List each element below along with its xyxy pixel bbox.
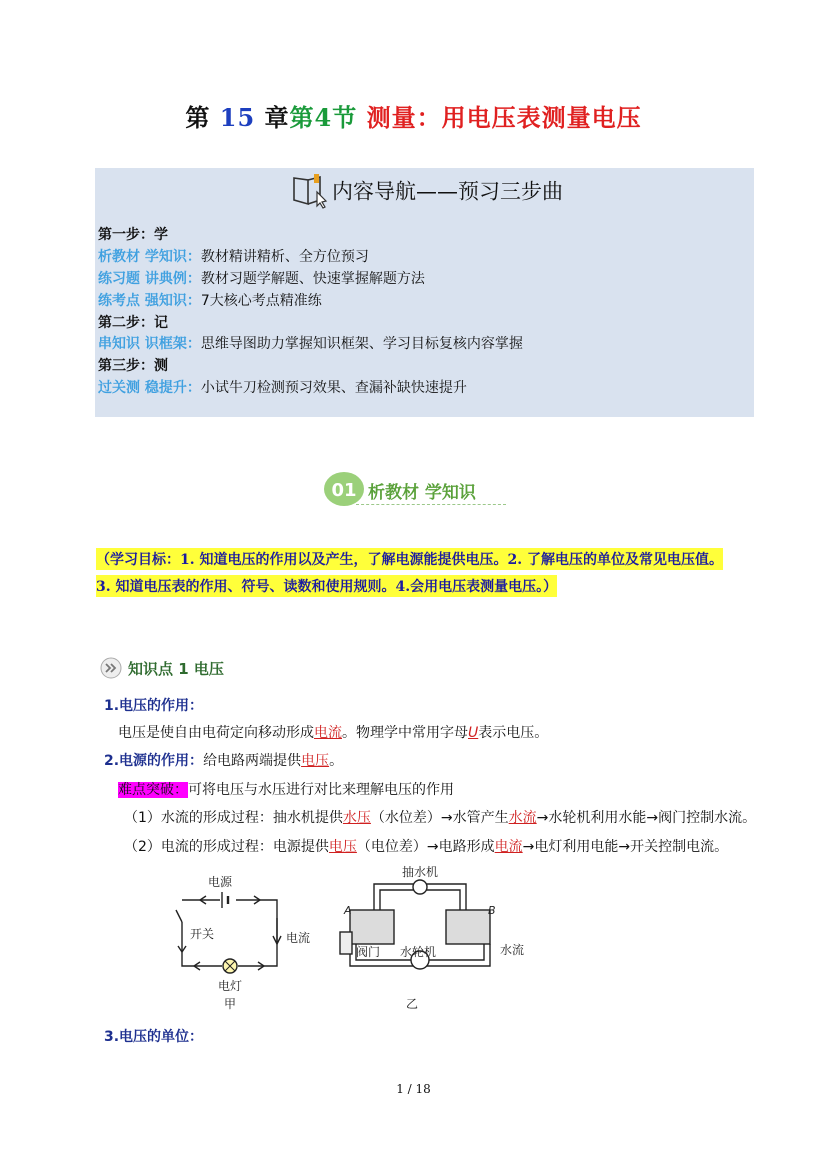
label-lamp: 电灯 [217, 979, 243, 993]
learning-goals-line1: （学习目标：1. 知道电压的作用以及产生，了解电源能提供电压。2. 了解电压的单位及常见电压值。 [96, 548, 723, 570]
label-switch: 开关 [190, 927, 215, 941]
knowledge-point-heading [100, 657, 224, 679]
label-pump: 抽水机 [401, 865, 439, 879]
water-flow-process: （1）水流的形成过程：抽水机提供水压（水位差）→水管产生水流→水轮机利用水能→阀门控制水流。 [124, 810, 757, 826]
circuit-water-analogy-figure [170, 862, 540, 1026]
learning-goals-line2: 3. 知道电压表的作用、符号、读数和使用规则。4.会用电压表测量电压。） [96, 575, 557, 597]
nav-line-1: 析教材 学知识：教材精讲精析、全方位预习 [98, 249, 369, 265]
nav-step1: 第一步：学 [98, 227, 168, 243]
badge-number: 01 [331, 480, 357, 501]
heading-voltage-unit: 3.电压的单位： [104, 1029, 204, 1045]
label-current: 电流 [286, 931, 311, 945]
nav-step2: 第二步：记 [98, 315, 168, 331]
nav-line-4: 串知识 识框架：思维导图助力掌握知识框架、学习目标复核内容掌握 [98, 336, 523, 352]
section-label: 析教材 学知识 [368, 483, 476, 503]
caption-jia: 甲 [223, 997, 237, 1011]
page-number: 1 / 18 [396, 1082, 431, 1096]
label-b: B [488, 904, 496, 917]
book-cursor-icon [290, 170, 330, 215]
page-title: 第 15 章第4节 测量：用电压表测量电压 [185, 103, 642, 132]
difficulty-tip: 难点突破：可将电压与水压进行对比来理解电压的作用 [118, 782, 454, 798]
label-a: A [344, 904, 352, 917]
knowledge-point-title: 知识点 1 电压 [128, 659, 224, 678]
label-water-flow: 水流 [500, 943, 525, 957]
nav-line-3: 练考点 强知识：7大核心考点精准练 [98, 293, 322, 309]
current-flow-process: （2）电流的形成过程：电源提供电压（电位差）→电路形成电流→电灯利用电能→开关控制电流。 [124, 839, 729, 855]
nav-heading: 内容导航——预习三步曲 [290, 170, 563, 215]
nav-line-5: 过关测 稳提升：小试牛刀检测预习效果、查漏补缺快速提升 [98, 380, 467, 396]
label-turbine: 水轮机 [399, 945, 437, 959]
heading-voltage-role: 1.电压的作用： [104, 698, 204, 714]
arrow-circle-icon [100, 657, 122, 679]
power-role-line: 2.电源的作用：给电路两端提供电压。 [104, 753, 344, 769]
section-underline [356, 504, 506, 505]
nav-step3: 第三步：测 [98, 358, 168, 374]
section-number-badge [323, 470, 365, 512]
caption-yi: 乙 [405, 997, 419, 1011]
nav-line-2: 练习题 讲典例：教材习题学解题、快速掌握解题方法 [98, 271, 425, 287]
label-valve: 阀门 [356, 945, 381, 959]
voltage-role-text: 电压是使自由电荷定向移动形成电流。物理学中常用字母U表示电压。 [118, 725, 549, 741]
label-power: 电源 [207, 875, 233, 889]
